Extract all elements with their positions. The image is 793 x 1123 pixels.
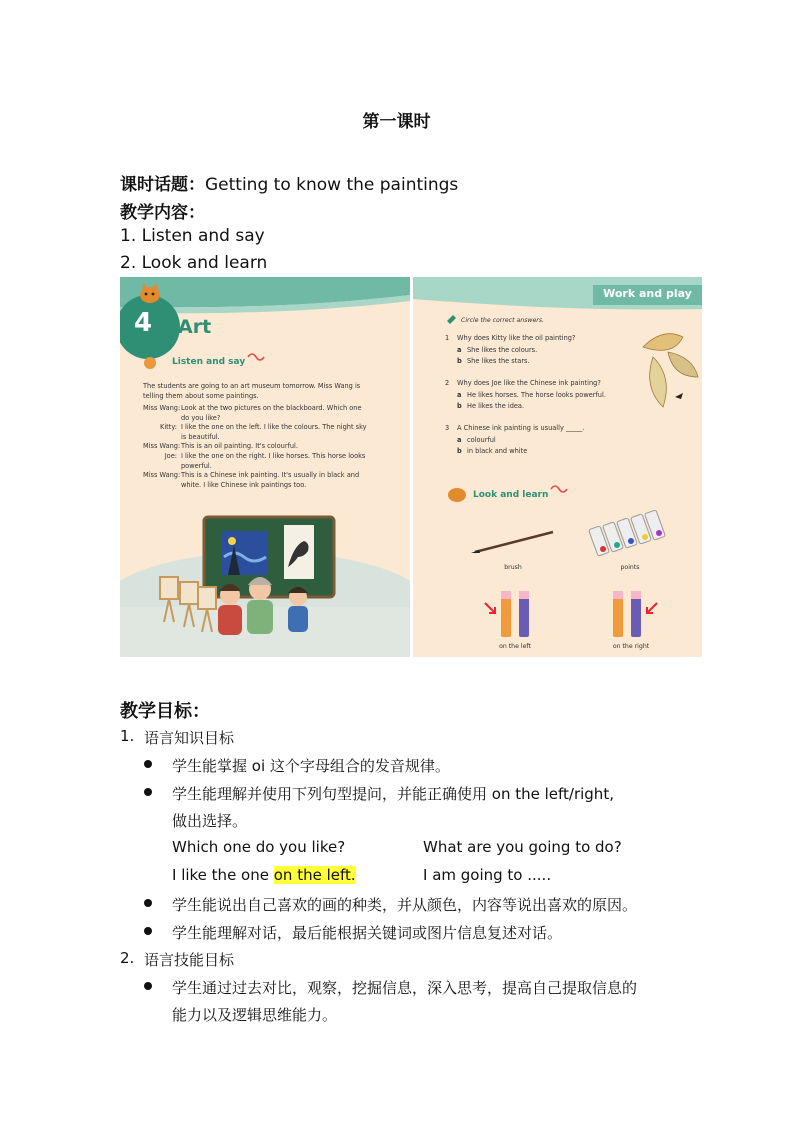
markers-right-illustration [613,591,657,637]
intro-text: The students are going to an art museum tomorrow. Miss Wang is telling them about some paintings. [143,382,361,400]
work-and-play-header: Work and play [603,287,692,300]
page-title: 第一课时 [362,112,431,132]
bullet-icon [144,899,152,907]
word-brush: brush [504,564,522,571]
word-points: points [620,564,640,571]
word-on-the-left: on the left [499,643,531,650]
textbook-page-left [120,277,410,657]
highlighted-phrase: on the left. [273,866,356,884]
textbook-page-right [413,277,702,657]
unit-title: Art [178,316,212,338]
content-label: 教学内容： [120,203,205,223]
sentence-i-like: I like the one on the left. [172,866,356,884]
content-item-2: 2. Look and learn [120,253,268,273]
unit-number: 4 [134,308,153,338]
sentence-what-are-you: What are you going to do? [423,838,622,856]
objective-1-bullet-1: 学生能掌握 oi 这个字母组合的发音规律。 [172,757,450,775]
brush-icon [471,532,553,553]
objective-2-bullet-1a: 学生通过过去对比，观察，挖掘信息，深入思考，提高自己提取信息的 [172,979,638,997]
bullet-icon [144,760,152,768]
question-2: 2 Why does Joe like the Chinese ink painting? a He likes horses. The horse looks powerful. b He likes the idea. [445,379,606,411]
markers-left-illustration [485,591,529,637]
objective-1-title: 语言知识目标 [144,729,235,747]
dialogue: Miss Wang: Look at the two pictures on the blackboard. Which one do you like? Kitty: I like the one on the left. I like the colours. The night sky is beautiful. Miss Wang: This is an oil painting. It's colourful. Joe: I like the one on the right. I like horses. This horse looks powerful. Miss Wang: This is a Chinese ink painting. It's usually in black and white. I like Chinese ink paintings too. [143,404,367,489]
topic-value: Getting to know the paintings [205,175,459,195]
bullet-icon [144,982,152,990]
objective-1-number: 1. [120,727,135,745]
bullet-icon [144,927,152,935]
objective-2-number: 2. [120,949,135,967]
objective-1-bullet-3: 学生能说出自己喜欢的画的种类，并从颜色，内容等说出喜欢的原因。 [172,896,638,914]
objective-2-bullet-1b: 能力以及逻辑思维能力。 [172,1006,338,1024]
listen-and-say-heading: Listen and say [172,357,246,367]
question-1: 1 Why does Kitty like the oil painting? a She likes the colours. b She likes the stars. [445,334,576,366]
objective-1-bullet-4: 学生能理解对话，最后能根据关键词或图片信息复述对话。 [172,924,563,942]
bullet-icon [144,788,152,796]
topic-label: 课时话题： [120,175,205,195]
objective-1-bullet-2b: 做出选择。 [172,812,248,830]
objective-2-title: 语言技能目标 [144,951,235,969]
sentence-which-one: Which one do you like? [172,838,346,856]
instruction: Circle the correct answers. [461,317,545,324]
sentence-i-am-going: I am going to ..... [423,866,552,884]
content-item-1: 1. Listen and say [120,226,265,246]
word-on-the-right: on the right [612,643,650,650]
objectives-heading: 教学目标： [120,701,210,722]
topic-line [120,170,458,195]
look-and-learn-heading: Look and learn [473,490,549,500]
question-3: 3 A Chinese ink painting is usually _____. a colourful b in black and white [445,424,585,456]
paints-icon [589,510,666,556]
objective-1-bullet-2a: 学生能理解并使用下列句型提问，并能正确使用 on the left/right, [172,785,614,803]
